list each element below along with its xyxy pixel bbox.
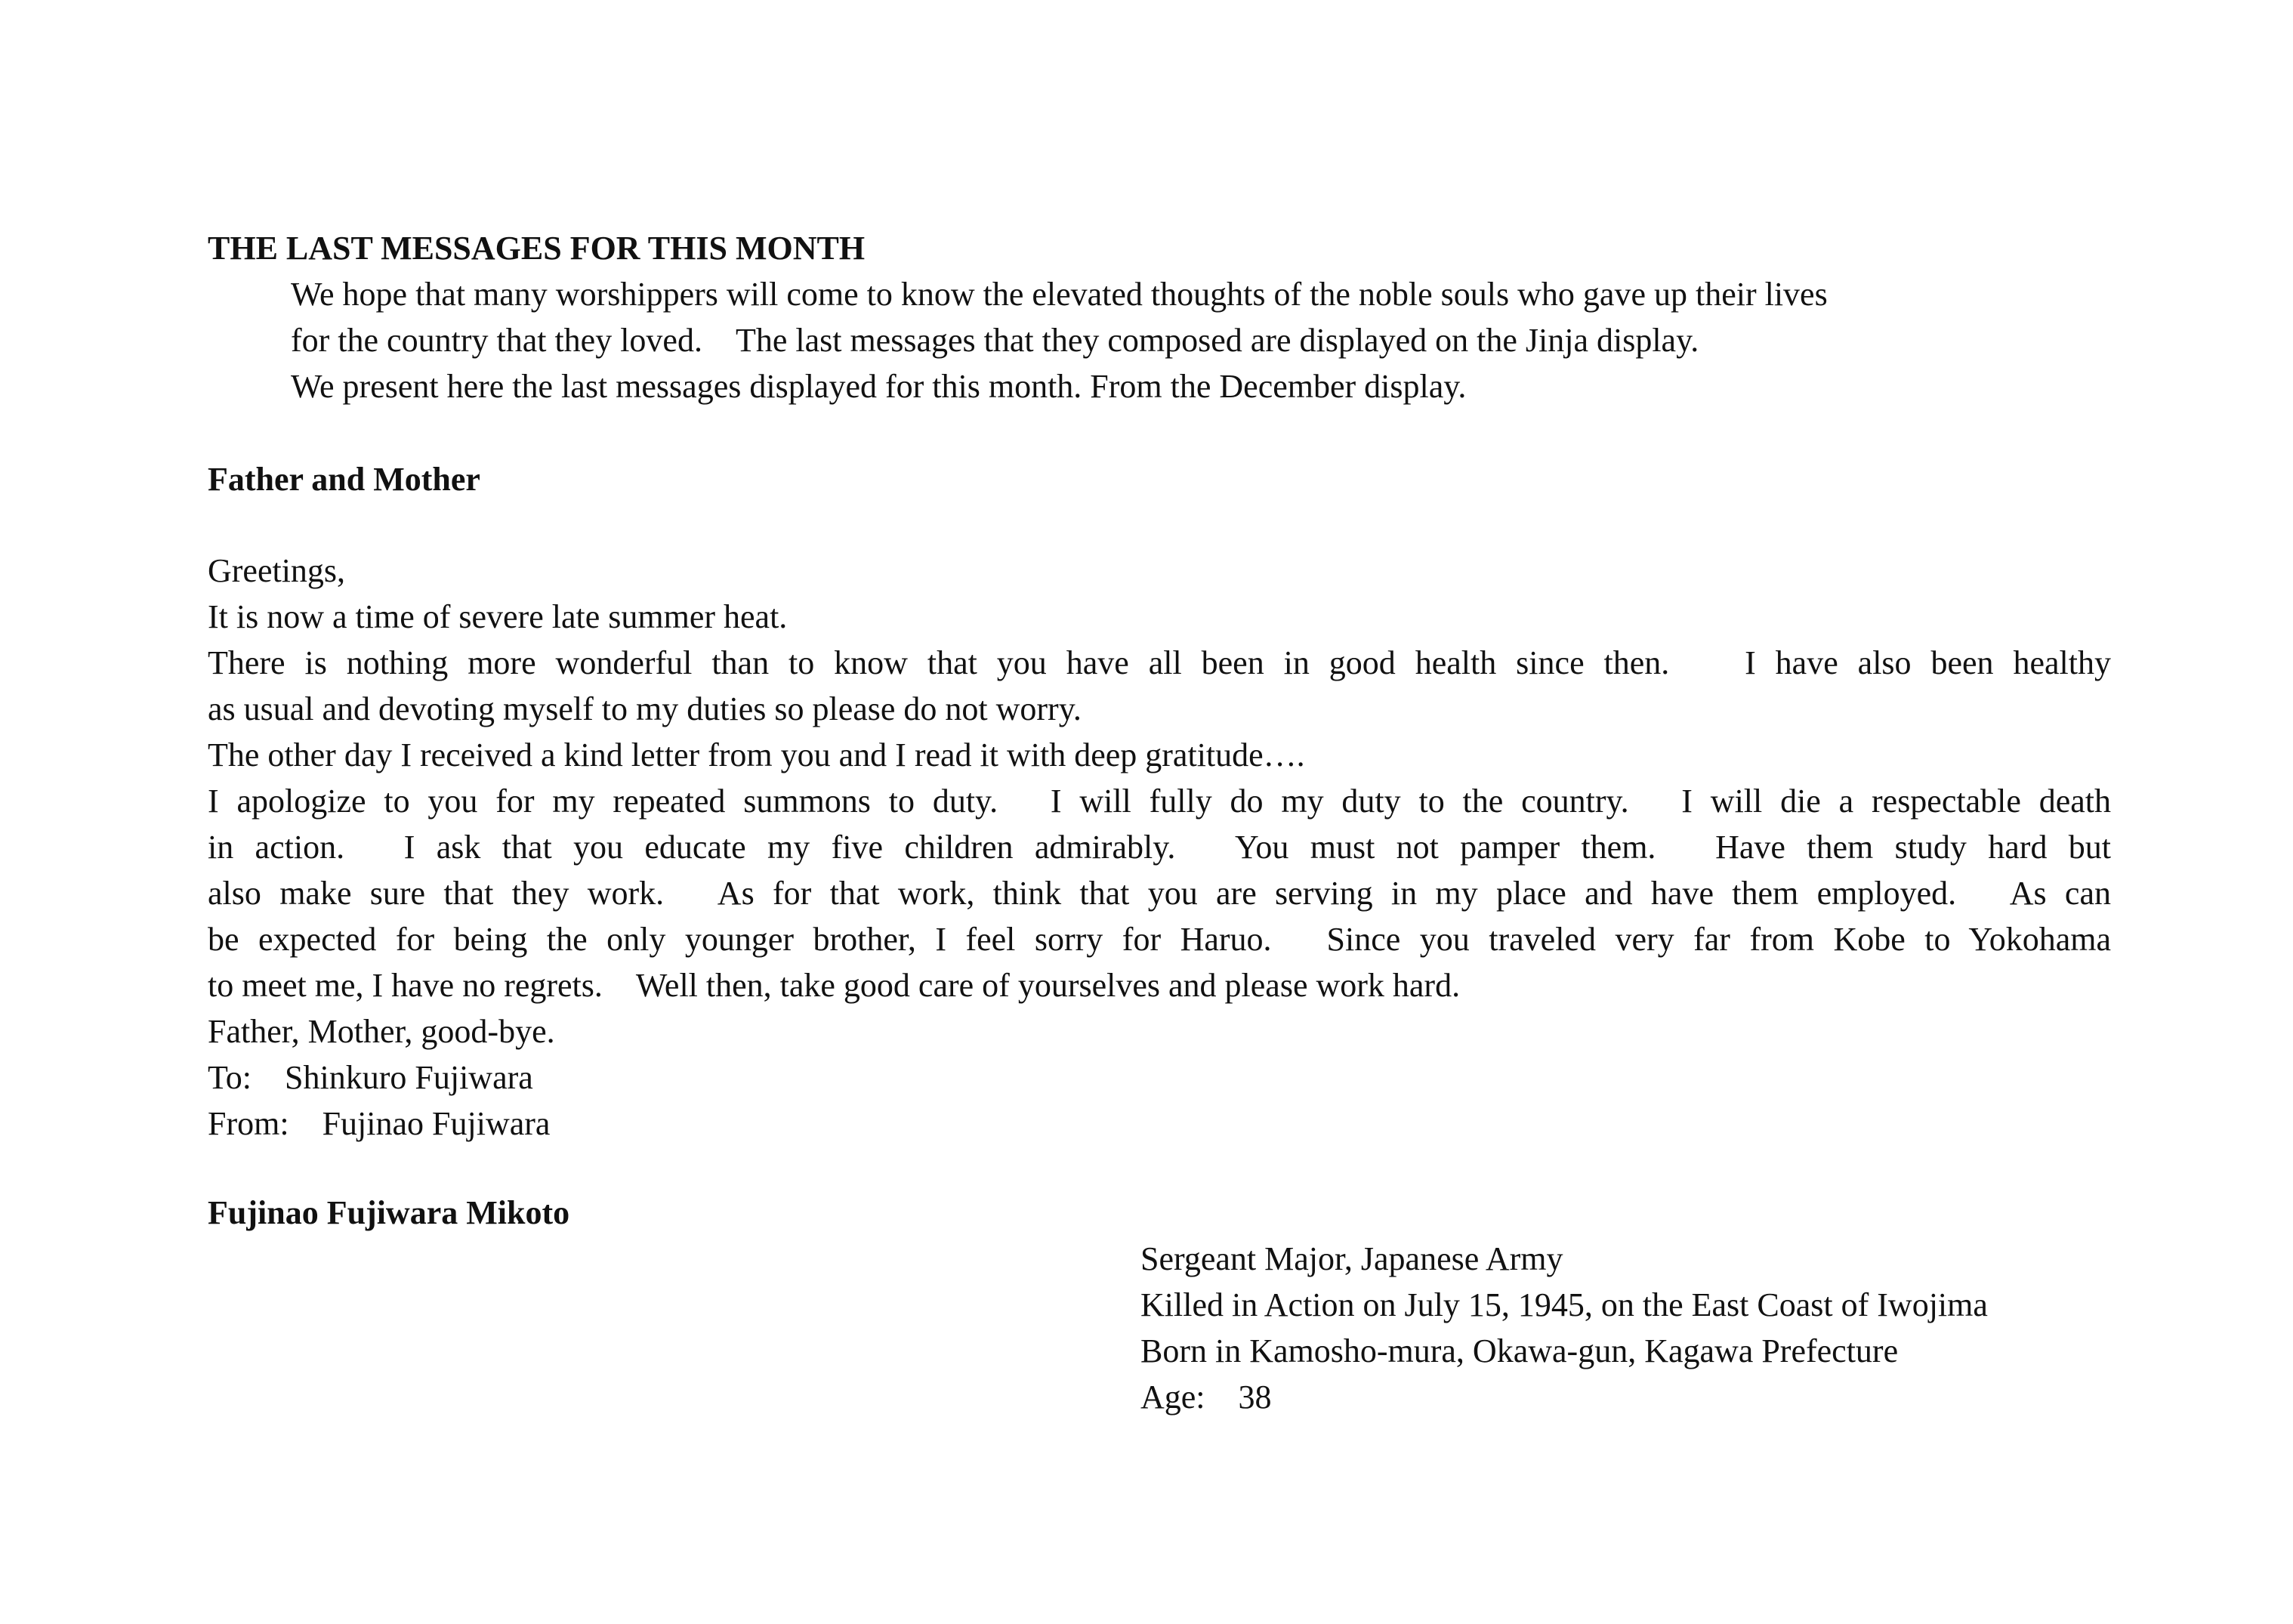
letter-line: Father, Mother, good-bye. [208, 1013, 555, 1050]
signature-section [208, 1190, 2111, 1236]
letter-line: The other day I received a kind letter from you and I read it with deep gratitude…. [208, 736, 1305, 773]
intro-line: We hope that many worshippers will come to know the elevated thoughts of the noble souls who gave up their lives [291, 276, 1828, 313]
letter-heading-section [208, 456, 2111, 502]
letter-body [208, 548, 2111, 1147]
rank-line: Sergeant Major, Japanese Army [1140, 1240, 1563, 1277]
signature-name: Fujinao Fujiwara Mikoto [208, 1194, 570, 1231]
letter-heading: Father and Mother [208, 461, 480, 498]
intro-line: We present here the last messages displayed for this month. From the December display. [291, 368, 1467, 405]
letter-line: Greetings, [208, 552, 346, 589]
letter-line: I apologize to you for my repeated summons to duty. I will fully do my duty to the country. I will die a respectable death [208, 783, 2111, 820]
letter-line: There is nothing more wonderful than to know that you have all been in good health since then. I have also been healthy [208, 644, 2111, 681]
intro-section [208, 225, 2111, 409]
letter-line: It is now a time of severe late summer heat. [208, 598, 788, 635]
letter-line: also make sure that they work. As for that work, think that you are serving in my place and have them employed. As can [208, 875, 2111, 912]
letter-line: as usual and devoting myself to my duties so please do not worry. [208, 690, 1082, 727]
death-line: Killed in Action on July 15, 1945, on the East Coast of Iwojima [1140, 1286, 1988, 1323]
letter-line: be expected for being the only younger brother, I feel sorry for Haruo. Since you traveled very far from Kobe to Yokohama [208, 921, 2111, 958]
intro-line: for the country that they loved. The last messages that they composed are displayed on the Jinja display. [291, 322, 1699, 359]
letter-line: to meet me, I have no regrets. Well then, take good care of yourselves and please work hard. [208, 967, 1461, 1004]
biographical-details [1140, 1236, 2122, 1420]
document-title: THE LAST MESSAGES FOR THIS MONTH [208, 230, 866, 267]
age-line: Age: 38 [1140, 1379, 1272, 1416]
letter-recipient: To: Shinkuro Fujiwara [208, 1059, 533, 1096]
letter-line: in action. I ask that you educate my five children admirably. You must not pamper them. Have them study hard but [208, 829, 2111, 866]
letter-sender: From: Fujinao Fujiwara [208, 1105, 551, 1142]
birthplace-line: Born in Kamosho-mura, Okawa-gun, Kagawa Prefecture [1140, 1332, 1899, 1369]
